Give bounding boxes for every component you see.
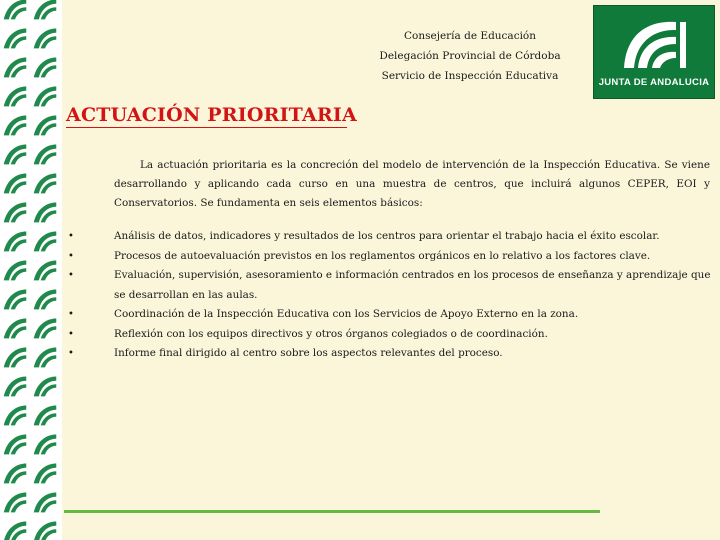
list-item-text: Informe final dirigido al centro sobre los aspectos relevantes del proceso.: [114, 347, 503, 359]
sidebar-arch-icon: [34, 289, 57, 309]
sidebar-arch-icon: [34, 57, 57, 77]
sidebar-arch-icon: [34, 405, 57, 425]
list-item-text: Procesos de autoevaluación previstos en los reglamentos orgánicos en lo relativo a los factores clave.: [114, 249, 651, 262]
sidebar-pattern: [0, 0, 62, 540]
sidebar-arch-icon: [34, 463, 57, 483]
junta-de-andalucia-logo: [593, 5, 715, 99]
sidebar-arch-icon: [34, 173, 57, 193]
sidebar-arch-icon: [34, 492, 57, 512]
sidebar-arch-icon: [4, 202, 27, 222]
sidebar-arch-icon: [34, 376, 57, 396]
sidebar-arch-icon: [34, 86, 57, 106]
sidebar-arch-icon: [4, 289, 27, 309]
list-item-text: Reflexión con los equipos directivos y otros órganos colegiados o de coordinación.: [114, 327, 548, 340]
bullet-icon: •: [68, 348, 74, 359]
sidebar-arch-icon: [4, 260, 27, 280]
sidebar-arch-icon: [34, 318, 57, 338]
logo-text: JUNTA DE ANDALUCIA: [598, 77, 710, 88]
sidebar-arch-icon: [34, 231, 57, 251]
sidebar-arch-icon: [4, 434, 27, 454]
footer-rule: [64, 510, 600, 513]
header-line-3: Servicio de Inspección Educativa: [381, 70, 559, 82]
list-item-text: Análisis de datos, indicadores y resultados de los centros para orientar el trabajo hacia el éxito escolar.: [114, 230, 660, 242]
sidebar-arch-icon: [4, 347, 27, 367]
bullet-icon: •: [68, 328, 74, 340]
sidebar-arch-icon: [34, 434, 57, 454]
header-line-2: Delegación Provincial de Córdoba: [379, 50, 561, 62]
title-underline: [66, 127, 347, 128]
sidebar-arch-icon: [34, 0, 57, 19]
sidebar-arch-icon: [4, 28, 27, 48]
sidebar-arch-icon: [34, 144, 57, 164]
bullet-icon: •: [68, 309, 74, 320]
sidebar-arch-icon: [4, 405, 27, 425]
sidebar-arch-icon: [4, 0, 27, 19]
sidebar-arch-icon: [4, 86, 27, 106]
list-item: [64, 325, 712, 345]
header-block: [330, 26, 610, 86]
sidebar-arch-icon: [4, 231, 27, 251]
sidebar-arch-icon: [4, 376, 27, 396]
arch-icon: [594, 6, 714, 76]
list-item-text: Coordinación de la Inspección Educativa con los Servicios de Apoyo Externo en la zona.: [114, 308, 579, 320]
sidebar-arch-icon: [4, 492, 27, 512]
sidebar-arch-icon: [4, 57, 27, 77]
page-title: ACTUACIÓN PRIORITARIA: [66, 104, 357, 126]
bullet-icon: •: [68, 270, 74, 281]
decorative-sidebar: [0, 0, 62, 540]
sidebar-arch-icon: [34, 521, 57, 540]
elements-list: [64, 227, 712, 364]
list-item: [64, 227, 712, 247]
sidebar-arch-icon: [4, 463, 27, 483]
sidebar-arch-icon: [34, 28, 57, 48]
sidebar-arch-icon: [4, 521, 27, 540]
sidebar-arch-icon: [34, 260, 57, 280]
list-item: [64, 247, 712, 267]
header-line-1: Consejería de Educación: [403, 30, 537, 42]
bullet-icon: •: [68, 231, 74, 242]
list-item: [64, 266, 712, 305]
sidebar-arch-icon: [4, 318, 27, 338]
sidebar-arch-icon: [4, 115, 27, 135]
list-item: [64, 305, 712, 325]
sidebar-arch-icon: [4, 144, 27, 164]
sidebar-arch-icon: [34, 347, 57, 367]
sidebar-arch-icon: [34, 115, 57, 135]
list-item-text: Evaluación, supervisión, asesoramiento e información centrados en los procesos de enseñanza y aprendizaje que se desarrollan en las aulas.: [114, 269, 711, 301]
sidebar-arch-icon: [34, 202, 57, 222]
bullet-icon: •: [68, 250, 74, 262]
list-item: [64, 344, 712, 364]
intro-paragraph: La actuación prioritaria es la concreción del modelo de intervención de la Inspección Educativa. Se viene desarrollando y aplicando cada curso en una muestra de centros, que incluirá algunos CEPER, EOI y Conservatorios. Se fundamenta en seis elementos básicos:: [114, 159, 710, 209]
sidebar-arch-icon: [4, 173, 27, 193]
